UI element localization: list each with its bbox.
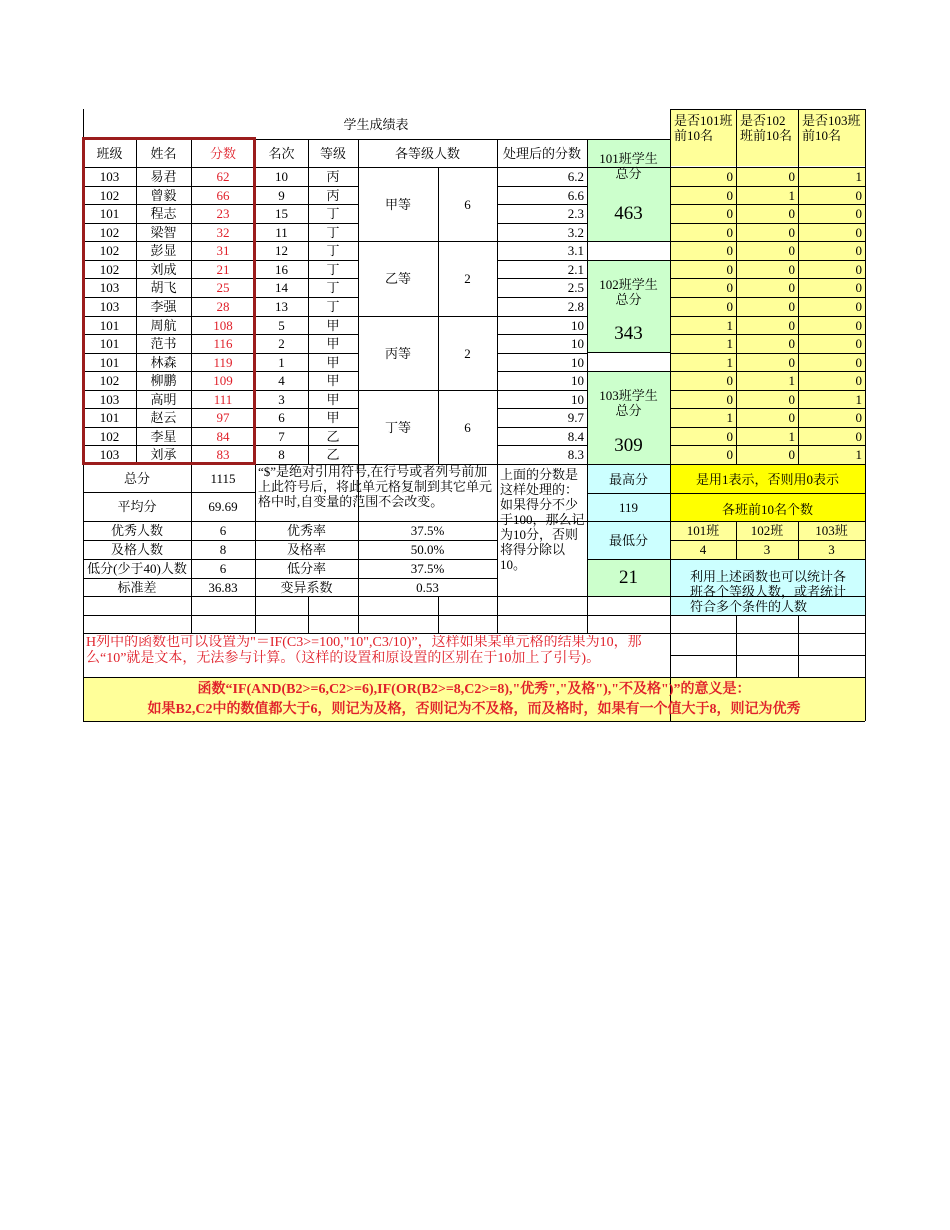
header-processed: 处理后的分数 bbox=[502, 145, 581, 161]
row-processed: 3.2 bbox=[567, 224, 584, 240]
row-name: 程志 bbox=[150, 206, 177, 221]
row-rank: 14 bbox=[275, 280, 288, 295]
row-name: 胡飞 bbox=[150, 280, 177, 295]
row-class: 103 bbox=[99, 299, 120, 314]
row-processed: 2.3 bbox=[567, 206, 584, 221]
row-processed: 6.6 bbox=[567, 187, 584, 203]
top10-class-label: 103班 bbox=[815, 523, 848, 538]
row-flag-101: 0 bbox=[726, 261, 733, 277]
row-score: 111 bbox=[213, 391, 233, 407]
row-grade: 甲 bbox=[326, 391, 340, 407]
top10-class-count: 3 bbox=[763, 542, 771, 557]
row-name: 易君 bbox=[150, 169, 177, 184]
row-class: 102 bbox=[99, 187, 120, 203]
row-flag-102: 0 bbox=[788, 261, 795, 277]
total-value: 1115 bbox=[210, 471, 236, 486]
stdev-label: 标准差 bbox=[117, 580, 157, 595]
class-total-value: 463 bbox=[614, 202, 643, 224]
row-rank: 13 bbox=[275, 299, 288, 314]
row-grade: 丙 bbox=[326, 187, 340, 203]
row-flag-103: 0 bbox=[855, 280, 862, 295]
row-flag-103: 0 bbox=[855, 261, 862, 277]
row-flag-101: 1 bbox=[726, 336, 733, 351]
row-flag-103: 0 bbox=[855, 428, 862, 444]
low-count-label: 低分(少于40)人数 bbox=[87, 561, 187, 576]
excellent-count-label: 优秀人数 bbox=[110, 523, 163, 538]
countif-note: 利用上述函数也可以统计各班各个等级人数，或者统计符合多个条件的人数 bbox=[690, 569, 847, 614]
row-processed: 10 bbox=[571, 354, 584, 370]
row-flag-102: 1 bbox=[788, 428, 795, 444]
excellent-rate: 37.5% bbox=[410, 523, 445, 538]
grade-group-count: 6 bbox=[464, 419, 471, 435]
process-note: 上面的分数是这样处理的：如果得分不少于100，那么记为10分，否则将得分除以10。 bbox=[500, 467, 585, 572]
row-score: 21 bbox=[216, 261, 230, 277]
row-flag-102: 1 bbox=[788, 187, 795, 203]
top10-class-count: 4 bbox=[699, 542, 707, 557]
row-flag-102: 0 bbox=[788, 169, 795, 184]
row-processed: 10 bbox=[571, 336, 584, 351]
row-flag-102: 0 bbox=[788, 447, 795, 462]
row-score: 119 bbox=[213, 354, 233, 370]
row-flag-102: 0 bbox=[788, 391, 795, 407]
row-name: 曾毅 bbox=[150, 187, 177, 203]
row-grade: 甲 bbox=[326, 354, 340, 370]
row-flag-101: 0 bbox=[726, 428, 733, 444]
row-rank: 4 bbox=[278, 373, 285, 388]
header-top101: 是否101班前10名 bbox=[674, 113, 733, 143]
row-flag-102: 0 bbox=[788, 224, 795, 240]
cv-label: 变异系数 bbox=[280, 580, 333, 595]
row-grade: 丙 bbox=[326, 169, 340, 184]
header-score: 分数 bbox=[209, 145, 236, 161]
row-flag-102: 0 bbox=[788, 354, 795, 370]
row-rank: 7 bbox=[278, 428, 285, 444]
header-top102: 是否102班前10名 bbox=[740, 113, 793, 143]
row-score: 31 bbox=[216, 243, 230, 258]
row-rank: 1 bbox=[278, 354, 285, 370]
top10-class-count: 3 bbox=[828, 542, 835, 557]
row-grade: 丁 bbox=[326, 280, 340, 295]
class-total-value: 343 bbox=[614, 323, 643, 344]
row-processed: 3.1 bbox=[567, 243, 584, 258]
stdev: 36.83 bbox=[208, 580, 238, 595]
row-grade: 丁 bbox=[326, 299, 340, 314]
row-flag-101: 0 bbox=[726, 169, 733, 184]
row-score: 108 bbox=[213, 317, 233, 333]
row-flag-101: 0 bbox=[726, 280, 733, 295]
row-grade: 乙 bbox=[326, 447, 340, 462]
row-flag-103: 0 bbox=[855, 187, 862, 203]
max-label: 最高分 bbox=[608, 471, 648, 487]
class-total-label: 102班学生总分 bbox=[599, 276, 658, 307]
row-flag-103: 1 bbox=[855, 447, 862, 462]
top10-class-label: 101班 bbox=[686, 523, 720, 538]
row-score: 116 bbox=[213, 336, 233, 351]
row-class: 103 bbox=[99, 280, 120, 295]
row-class: 101 bbox=[99, 317, 120, 333]
row-class: 101 bbox=[99, 354, 120, 370]
flag-note: 是用1表示，否则用0表示 bbox=[695, 471, 839, 487]
row-class: 102 bbox=[99, 428, 120, 444]
row-name: 赵云 bbox=[150, 410, 177, 425]
row-processed: 8.4 bbox=[567, 428, 584, 444]
excellent-count: 6 bbox=[219, 523, 227, 538]
row-flag-101: 1 bbox=[726, 317, 733, 333]
row-name: 周航 bbox=[150, 317, 177, 333]
row-class: 101 bbox=[99, 336, 120, 351]
selection-highlight-border bbox=[82, 137, 256, 465]
class-total-label: 101班学生总分 bbox=[599, 151, 658, 181]
min-label: 最低分 bbox=[608, 532, 648, 548]
grade-group-label: 甲等 bbox=[384, 196, 411, 212]
row-grade: 丁 bbox=[326, 224, 340, 240]
cv: 0.53 bbox=[416, 580, 439, 595]
row-flag-103: 0 bbox=[855, 373, 862, 388]
row-class: 102 bbox=[99, 224, 120, 240]
top10-class-label: 102班 bbox=[750, 523, 784, 538]
row-name: 林森 bbox=[150, 354, 177, 370]
row-name: 柳鹏 bbox=[150, 373, 177, 388]
row-flag-103: 0 bbox=[855, 336, 862, 351]
header-rank: 名次 bbox=[268, 145, 295, 161]
row-class: 103 bbox=[99, 391, 120, 407]
header-top103: 是否103班前10名 bbox=[802, 113, 861, 143]
row-flag-101: 0 bbox=[726, 187, 733, 203]
row-class: 102 bbox=[99, 373, 120, 388]
row-grade: 乙 bbox=[326, 428, 340, 444]
grade-group-count: 6 bbox=[464, 196, 471, 212]
header-name: 姓名 bbox=[150, 145, 177, 161]
row-processed: 2.1 bbox=[567, 261, 584, 277]
row-flag-101: 0 bbox=[726, 391, 733, 407]
row-processed: 2.5 bbox=[567, 280, 584, 295]
class-total-value: 309 bbox=[614, 435, 643, 456]
row-grade: 甲 bbox=[326, 317, 340, 333]
row-processed: 2.8 bbox=[567, 299, 584, 314]
row-processed: 10 bbox=[571, 317, 584, 333]
grade-group-label: 丁等 bbox=[384, 419, 411, 435]
row-name: 刘承 bbox=[150, 447, 177, 462]
row-flag-101: 0 bbox=[726, 447, 733, 462]
row-rank: 12 bbox=[275, 243, 288, 258]
row-score: 66 bbox=[216, 187, 230, 203]
min-value: 21 bbox=[619, 567, 638, 588]
row-class: 103 bbox=[99, 447, 120, 462]
row-flag-102: 1 bbox=[788, 373, 795, 388]
row-processed: 9.7 bbox=[567, 410, 584, 425]
row-score: 25 bbox=[216, 280, 230, 295]
row-rank: 10 bbox=[275, 169, 288, 184]
grade-group-count: 2 bbox=[464, 345, 471, 361]
row-score: 109 bbox=[213, 373, 233, 388]
row-flag-102: 0 bbox=[788, 206, 795, 221]
row-rank: 15 bbox=[275, 206, 288, 221]
row-score: 32 bbox=[216, 224, 230, 240]
grade-group-label: 丙等 bbox=[384, 345, 411, 361]
row-score: 62 bbox=[216, 169, 230, 184]
formula-note-line2: 如果B2,C2中的数值都大于6，则记为及格，否则记为不及格，而及格时，如果有一个值大于8，则记为优秀 bbox=[147, 701, 801, 717]
h-column-note: H列中的函数也可以设置为"＝IF(C3>=100,"10",C3/10)”，这样如果某单元格的结果为10，那么“10”就是文本，无法参与计算。（这样的设置和原设置的区别在于10加上了引号)。 bbox=[86, 635, 642, 666]
low-count: 6 bbox=[219, 561, 227, 576]
row-rank: 11 bbox=[275, 224, 288, 240]
row-score: 23 bbox=[216, 206, 230, 221]
row-flag-101: 0 bbox=[726, 243, 733, 258]
pass-count: 8 bbox=[219, 542, 227, 557]
row-flag-102: 0 bbox=[788, 336, 795, 351]
row-name: 李星 bbox=[150, 428, 177, 444]
row-rank: 8 bbox=[278, 447, 285, 462]
row-flag-102: 0 bbox=[788, 299, 795, 314]
row-flag-101: 0 bbox=[726, 373, 733, 388]
row-rank: 3 bbox=[278, 391, 285, 407]
row-processed: 10 bbox=[571, 391, 584, 407]
row-flag-103: 1 bbox=[855, 391, 862, 407]
row-flag-103: 0 bbox=[855, 206, 862, 221]
grade-group-label: 乙等 bbox=[384, 271, 411, 286]
row-score: 84 bbox=[216, 428, 230, 444]
row-flag-102: 0 bbox=[788, 243, 795, 258]
row-flag-103: 0 bbox=[855, 354, 862, 370]
low-rate: 37.5% bbox=[410, 561, 445, 576]
row-rank: 5 bbox=[278, 317, 285, 333]
row-score: 83 bbox=[216, 447, 230, 462]
row-class: 103 bbox=[99, 169, 120, 184]
avg-value: 69.69 bbox=[208, 499, 238, 514]
row-processed: 8.3 bbox=[567, 447, 584, 462]
row-flag-101: 0 bbox=[726, 299, 733, 314]
row-flag-103: 1 bbox=[855, 169, 862, 184]
row-grade: 丁 bbox=[326, 206, 340, 221]
class-total-label: 103班学生总分 bbox=[599, 388, 658, 418]
max-value: 119 bbox=[618, 499, 639, 515]
row-flag-101: 1 bbox=[726, 354, 733, 370]
formula-note-line1: 函数“IF(AND(B2>=6,C2>=6),IF(OR(B2>=8,C2>=8),"优秀","及格"),"不及格")”的意义是： bbox=[197, 681, 751, 697]
row-rank: 2 bbox=[278, 336, 285, 351]
row-grade: 丁 bbox=[326, 261, 340, 277]
grade-group-count: 2 bbox=[464, 271, 471, 286]
row-name: 彭显 bbox=[150, 243, 177, 258]
row-flag-103: 0 bbox=[855, 224, 862, 240]
low-rate-label: 低分率 bbox=[286, 561, 326, 576]
row-flag-103: 0 bbox=[855, 299, 862, 314]
row-flag-102: 0 bbox=[788, 410, 795, 425]
pass-count-label: 及格人数 bbox=[110, 542, 163, 557]
row-processed: 6.2 bbox=[567, 169, 584, 184]
row-class: 101 bbox=[99, 410, 120, 425]
row-name: 刘成 bbox=[150, 261, 177, 277]
top10-title: 各班前10名个数 bbox=[721, 502, 813, 517]
pass-rate: 50.0% bbox=[410, 542, 445, 557]
row-flag-103: 0 bbox=[855, 243, 862, 258]
row-flag-103: 0 bbox=[855, 317, 862, 333]
row-class: 102 bbox=[99, 243, 120, 258]
row-class: 101 bbox=[99, 206, 120, 221]
row-rank: 6 bbox=[278, 410, 285, 425]
row-grade: 甲 bbox=[326, 373, 340, 388]
header-grade-count: 各等级人数 bbox=[394, 145, 460, 161]
row-flag-102: 0 bbox=[788, 317, 795, 333]
row-flag-101: 0 bbox=[726, 224, 733, 240]
row-name: 梁智 bbox=[150, 224, 177, 240]
dollar-note: “$”是绝对引用符号,在行号或者列号前加上此符号后，将此单元格复制到其它单元格中时,自变量的范围不会改变。 bbox=[258, 464, 493, 509]
row-flag-101: 0 bbox=[726, 206, 733, 221]
header-grade: 等级 bbox=[319, 145, 346, 161]
row-flag-101: 1 bbox=[726, 410, 733, 425]
row-rank: 16 bbox=[275, 261, 288, 277]
excellent-rate-label: 优秀率 bbox=[286, 523, 326, 538]
row-grade: 丁 bbox=[326, 243, 340, 258]
row-score: 28 bbox=[216, 299, 230, 314]
header-class: 班级 bbox=[96, 145, 123, 161]
avg-label: 平均分 bbox=[117, 499, 157, 514]
row-score: 97 bbox=[216, 410, 230, 425]
row-flag-102: 0 bbox=[788, 280, 795, 295]
total-label: 总分 bbox=[123, 471, 150, 486]
row-class: 102 bbox=[99, 261, 120, 277]
row-name: 李强 bbox=[150, 299, 177, 314]
row-name: 范书 bbox=[150, 336, 177, 351]
row-flag-103: 0 bbox=[855, 410, 862, 425]
row-processed: 10 bbox=[571, 373, 584, 388]
row-grade: 甲 bbox=[326, 336, 340, 351]
pass-rate-label: 及格率 bbox=[286, 542, 326, 557]
row-grade: 甲 bbox=[326, 410, 340, 425]
sheet-title: 学生成绩表 bbox=[343, 116, 409, 132]
row-rank: 9 bbox=[278, 187, 285, 203]
row-name: 高明 bbox=[150, 391, 177, 407]
